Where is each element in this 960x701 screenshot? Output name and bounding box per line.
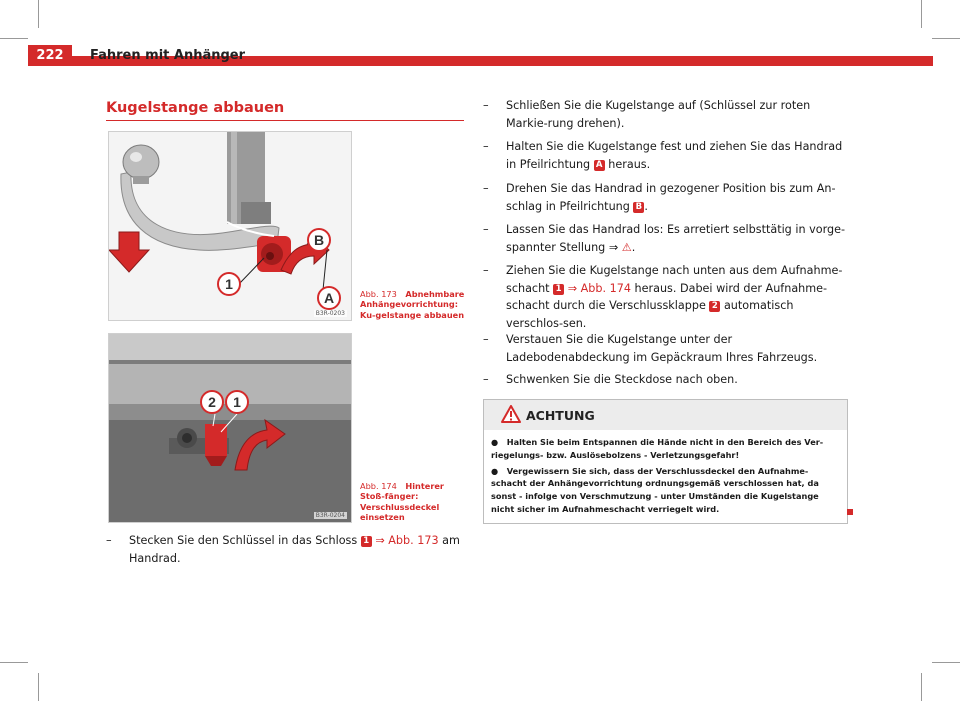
step-text: Ziehen Sie die Kugelstange nach unten aus dem Aufnahme-schacht 1 ⇒ Abb. 174 heraus. Dabei wird der Aufnahme-schacht durch die Verschlussklappe 2 automatisch verschlos-sen. [506, 264, 843, 330]
callout-B [308, 229, 330, 251]
callout-label: 1 [225, 276, 233, 292]
step-text: Schließen Sie die Kugelstange auf (Schlüssel zur roten Markie-rung drehen). [506, 99, 811, 130]
crop-mark [932, 38, 960, 39]
page-number: 222 [28, 45, 72, 66]
warning-item: ● Vergewissern Sie sich, dass der Verschlussdeckel den Aufnahme-schacht der Anhängevorrichtung ordnungsgemäß verschlossen hat, da sonst - infolge von Verschmutzung - unter Umständen die Kugelstange nicht sicher im Aufnahmeschacht verriegelt wird. [491, 465, 819, 514]
crop-mark [921, 673, 922, 701]
crop-mark [38, 673, 39, 701]
callout-1 [218, 273, 240, 295]
callout-label: B [313, 232, 325, 248]
step-text: Drehen Sie das Handrad in gezogener Position bis zum An-schlag in Pfeilrichtung B . [506, 182, 836, 213]
instruction-step [483, 97, 848, 132]
chapter-title: Fahren mit Anhänger [90, 48, 246, 63]
warning-header [484, 400, 847, 430]
section-title: Kugelstange abbauen [106, 100, 285, 116]
figure-173 [108, 131, 352, 321]
crop-mark [932, 662, 960, 663]
step-text: Verstauen Sie die Kugelstange unter der Ladebodenabdeckung im Gepäckraum Ihres Fahrzeugs. [506, 333, 818, 364]
step-text: Halten Sie die Kugelstange fest und ziehen Sie das Handrad in Pfeilrichtung A heraus. [506, 140, 843, 171]
step-dash: – [483, 99, 489, 112]
crop-mark [38, 0, 39, 28]
callout-badge: A [594, 160, 605, 171]
step-dash: – [106, 534, 112, 547]
bumper-illustration [109, 334, 351, 522]
section-rule [106, 120, 464, 121]
figure-code: B3R-0203 [315, 310, 345, 317]
figure-link[interactable]: ⇒ Abb. 174 [567, 281, 631, 295]
step-dash: – [483, 373, 489, 386]
step-dash: – [483, 182, 489, 195]
warning-body [484, 430, 847, 523]
instruction-step [483, 331, 848, 366]
instruction-step [483, 371, 848, 389]
callout-badge: B [633, 202, 644, 213]
step-dash: – [483, 333, 489, 346]
instruction-step [106, 532, 466, 567]
figure-link[interactable]: ⇒ Abb. 173 [375, 534, 439, 547]
callout-badge: 1 [361, 536, 372, 547]
step-dash: – [483, 223, 489, 236]
callout-1 [226, 391, 248, 413]
caption-number: Abb. 174 [360, 481, 397, 491]
figure-caption [360, 481, 466, 522]
instruction-step [483, 262, 848, 332]
callout-badge: 1 [553, 284, 564, 295]
warning-triangle-icon [501, 405, 521, 423]
instruction-step [483, 180, 848, 215]
step-text: Stecken Sie den Schlüssel in das Schloss 1 ⇒ Abb. 173 am Handrad. [129, 534, 460, 565]
step-dash: – [483, 140, 489, 153]
callout-label: 1 [233, 394, 241, 410]
callout-A [318, 287, 340, 309]
instruction-step [483, 138, 848, 173]
callout-label: 2 [208, 394, 216, 410]
figure-caption [360, 289, 466, 320]
warning-title: ACHTUNG [526, 408, 595, 423]
callout-label: A [323, 290, 335, 306]
crop-mark [0, 38, 28, 39]
step-text: Lassen Sie das Handrad los: Es arretiert selbsttätig in vorge-spannter Stellung ⇒ ⚠. [506, 223, 845, 254]
warning-item: ● Halten Sie beim Entspannen die Hände nicht in den Bereich des Ver-riegelungs- bzw. Auslösebolzens - Verletzungsgefahr! [491, 437, 824, 460]
warning-icon[interactable]: ⚠ [621, 240, 632, 254]
caption-text: Hinterer Stoß-fänger: Verschlussdeckel einsetzen [360, 481, 444, 522]
crop-mark [921, 0, 922, 28]
figure-code: B3R-0204 [315, 512, 345, 519]
section-end-mark [847, 509, 853, 515]
towbar-illustration [109, 132, 351, 320]
caption-text: Abnehmbare Anhängevorrichtung: Ku-gelstange abbauen [360, 289, 465, 320]
instruction-step [483, 221, 848, 256]
crop-mark [0, 662, 28, 663]
warning-box [483, 399, 848, 524]
callout-badge: 2 [709, 301, 720, 312]
caption-number: Abb. 173 [360, 289, 397, 299]
figure-174 [108, 333, 352, 523]
callout-2 [201, 391, 223, 413]
step-text: Schwenken Sie die Steckdose nach oben. [506, 373, 738, 386]
step-dash: – [483, 264, 489, 277]
